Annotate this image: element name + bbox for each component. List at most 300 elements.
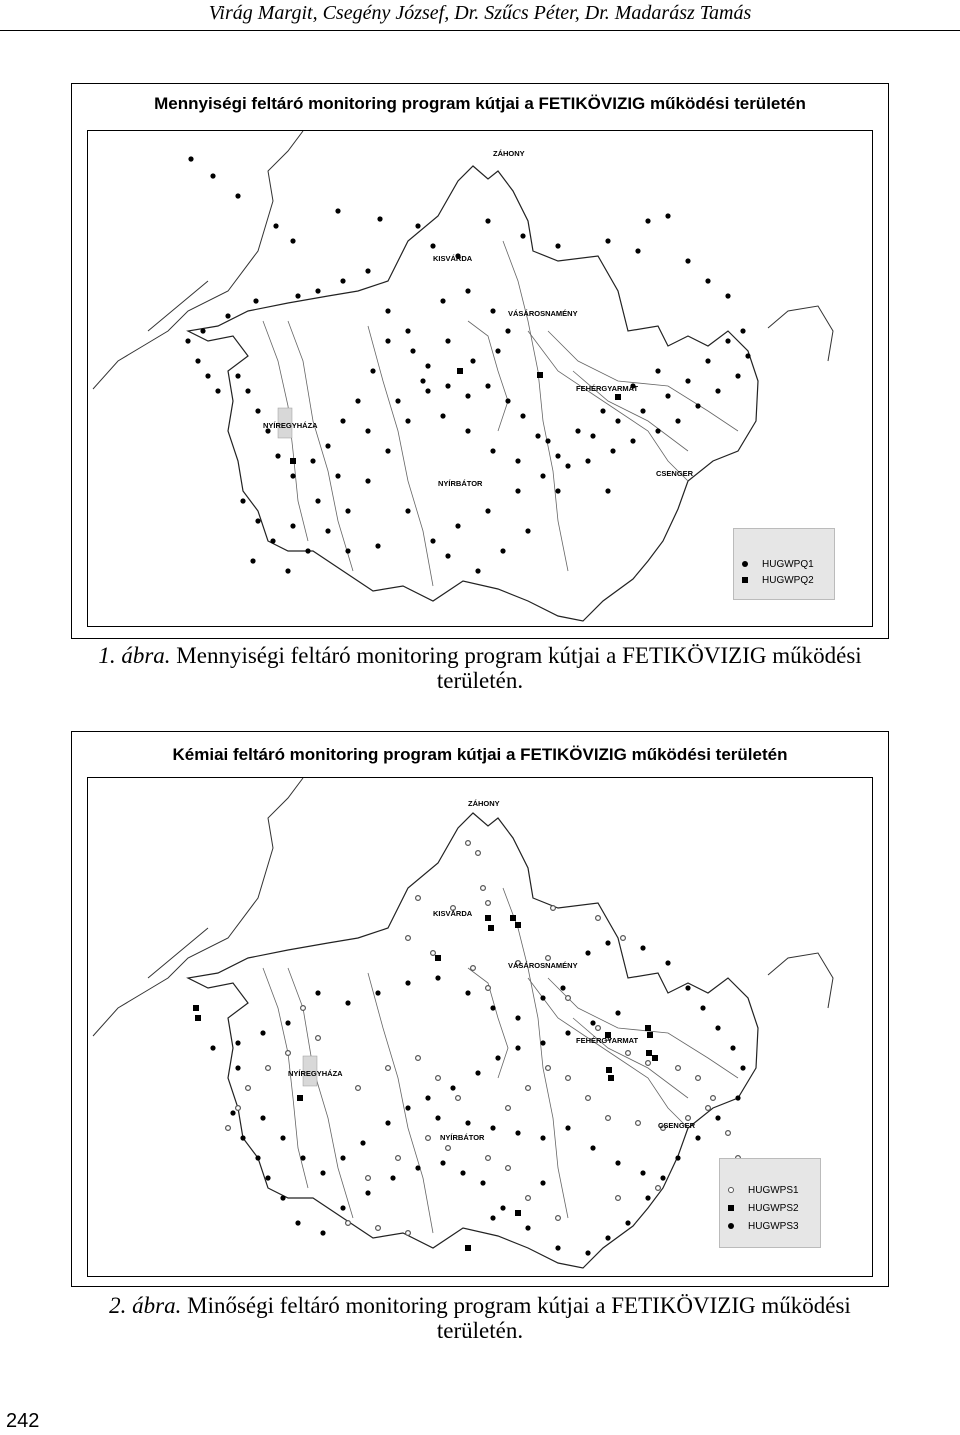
place-label: KISVÁRDA [433,909,473,918]
well-marker-dot [515,1045,520,1050]
well-marker-dot [385,338,390,343]
square-symbol-icon [742,577,748,583]
well-marker-ring [426,1136,431,1141]
well-marker-dot [640,408,645,413]
figure-2-caption-number: 2. ábra. [109,1293,182,1318]
well-marker-dot [230,1110,235,1115]
well-marker-dot [365,428,370,433]
well-marker-dot [235,193,240,198]
legend-label: HUGWPQ2 [762,574,814,586]
well-marker-dot [585,950,590,955]
well-marker-dot [260,1030,265,1035]
well-marker-square [465,1245,471,1251]
well-marker-dot [345,548,350,553]
well-marker-dot [575,428,580,433]
well-marker-ring [416,896,421,901]
well-marker-dot [540,1135,545,1140]
well-marker-dot [675,418,680,423]
well-marker-square [646,1050,652,1056]
well-marker-ring [526,1086,531,1091]
well-marker-ring [616,1196,621,1201]
well-marker-dot [375,543,380,548]
well-marker-ring [376,1226,381,1231]
place-label: CSENGER [656,469,694,478]
well-marker-dot [635,248,640,253]
header-rule [0,30,960,31]
well-marker-dot [735,1095,740,1100]
well-marker-ring [406,1231,411,1236]
place-label: ZÁHONY [468,799,500,808]
well-marker-dot [490,448,495,453]
well-marker-dot [540,473,545,478]
well-marker-dot [405,508,410,513]
well-marker-dot [200,328,205,333]
well-marker-dot [515,488,520,493]
well-marker-dot [205,373,210,378]
well-marker-dot [605,238,610,243]
figure-1-region-outline [188,166,758,621]
well-marker-dot [255,518,260,523]
well-marker-dot [270,538,275,543]
well-marker-dot [605,940,610,945]
well-marker-dot [265,1175,270,1180]
well-marker-dot [188,156,193,161]
well-marker-dot [745,353,750,358]
figure-1-caption-text: Mennyiségi feltáró monitoring program kútjai a FETIKÖVIZIG működési [170,643,862,668]
well-marker-dot [210,173,215,178]
well-marker-dot [215,388,220,393]
well-marker-dot [355,398,360,403]
figure-1 [71,83,889,639]
figure-1-caption [0,643,960,693]
well-marker-dot [435,975,440,980]
figure-2-title: Kémiai feltáró monitoring program kútjai a FETIKÖVIZIG működési területén [172,745,788,764]
well-marker-ring [606,1116,611,1121]
well-marker-square [645,1025,651,1031]
well-marker-dot [555,488,560,493]
well-marker-dot [290,473,295,478]
place-label: ZÁHONY [493,149,525,158]
well-marker-dot [500,548,505,553]
well-marker-ring [436,1076,441,1081]
well-marker-dot [705,358,710,363]
well-marker-dot [645,1195,650,1200]
well-marker-ring [406,936,411,941]
ring-symbol-icon [728,1187,734,1193]
well-marker-dot [253,298,258,303]
place-label: NYÍRBÁTOR [440,1133,485,1142]
legend-label: HUGWPS3 [748,1220,799,1232]
well-marker-ring [356,1086,361,1091]
well-marker-dot [405,980,410,985]
well-marker-square [615,394,621,400]
well-marker-dot [640,945,645,950]
well-marker-dot [490,1125,495,1130]
running-header-authors: Virág Margit, Csegény József, Dr. Szűcs Péter, Dr. Madarász Tamás [208,2,752,24]
well-marker-dot [625,1220,630,1225]
well-marker-dot [515,1015,520,1020]
well-marker-dot [525,1225,530,1230]
well-marker-square [537,372,543,378]
well-marker-dot [195,358,200,363]
well-marker-dot [440,413,445,418]
figure-2-map [87,777,873,1277]
well-marker-dot [295,1220,300,1225]
well-marker-square [488,925,494,931]
well-marker-dot [360,1140,365,1145]
well-marker-dot [675,1155,680,1160]
well-marker-ring [596,916,601,921]
dot-symbol-icon [742,561,748,567]
well-marker-dot [285,568,290,573]
well-marker-dot [485,383,490,388]
place-label: CSENGER [658,1121,696,1130]
well-marker-dot [290,238,295,243]
well-marker-dot [425,363,430,368]
well-marker-ring [456,1096,461,1101]
well-marker-dot [560,985,565,990]
well-marker-dot [505,398,510,403]
well-marker-dot [685,378,690,383]
well-marker-dot [655,428,660,433]
well-marker-dot [275,453,280,458]
well-marker-dot [285,1020,290,1025]
well-marker-dot [260,1115,265,1120]
well-marker-dot [250,558,255,563]
well-marker-dot [375,990,380,995]
well-marker-dot [295,293,300,298]
well-marker-dot [320,1230,325,1235]
well-marker-dot [740,1065,745,1070]
legend-item-hugwps3 [728,1219,799,1233]
well-marker-dot [345,1000,350,1005]
well-marker-square [435,955,441,961]
well-marker-dot [665,393,670,398]
well-marker-dot [465,428,470,433]
well-marker-dot [340,278,345,283]
well-marker-dot [225,313,230,318]
well-marker-dot [605,488,610,493]
place-label: FEHÉRGYARMAT [576,1036,639,1045]
well-marker-ring [546,956,551,961]
well-marker-dot [405,328,410,333]
well-marker-dot [280,1135,285,1140]
well-marker-dot [255,408,260,413]
well-marker-ring [676,1066,681,1071]
well-marker-dot [235,1040,240,1045]
well-marker-dot [240,1135,245,1140]
well-marker-dot [365,478,370,483]
well-marker-dot [305,548,310,553]
well-marker-ring [246,1086,251,1091]
well-marker-dot [475,1070,480,1075]
well-marker-square [297,1095,303,1101]
place-label: FEHÉRGYARMAT [576,384,639,393]
well-marker-dot [665,213,670,218]
well-marker-ring [466,841,471,846]
well-marker-dot [655,368,660,373]
well-marker-ring [226,1126,231,1131]
well-marker-dot [415,223,420,228]
legend-label: HUGWPQ1 [762,558,814,570]
well-marker-dot [700,1005,705,1010]
square-symbol-icon [728,1205,734,1211]
well-marker-dot [340,1155,345,1160]
well-marker-dot [365,1190,370,1195]
well-marker-ring [286,1051,291,1056]
well-marker-dot [525,528,530,533]
well-marker-ring [726,1131,731,1136]
well-marker-square [652,1055,658,1061]
well-marker-ring [236,1106,241,1111]
legend-item-hugwpq2 [742,573,814,587]
figure-1-country-border [768,306,833,361]
well-marker-ring [506,1106,511,1111]
well-marker-dot [370,368,375,373]
well-marker-ring [546,1066,551,1071]
well-marker-dot [377,216,382,221]
well-marker-dot [465,393,470,398]
well-marker-dot [725,338,730,343]
well-marker-dot [390,1175,395,1180]
well-marker-dot [240,498,245,503]
well-marker-ring [686,1116,691,1121]
well-marker-dot [255,1155,260,1160]
well-marker-dot [485,508,490,513]
well-marker-dot [465,1120,470,1125]
well-marker-dot [335,208,340,213]
well-marker-dot [565,463,570,468]
well-marker-dot [665,960,670,965]
well-marker-dot [520,233,525,238]
well-marker-ring [656,1186,661,1191]
well-marker-dot [315,288,320,293]
well-marker-ring [416,1056,421,1061]
well-marker-square [510,915,516,921]
place-label: VÁSÁROSNAMÉNY [508,309,578,318]
well-marker-dot [600,408,605,413]
well-marker-dot [500,1205,505,1210]
well-marker-ring [316,1036,321,1041]
well-marker-ring [566,996,571,1001]
well-marker-dot [300,1155,305,1160]
well-marker-ring [486,1156,491,1161]
well-marker-dot [565,1125,570,1130]
well-marker-ring [346,1221,351,1226]
well-marker-ring [481,886,486,891]
page-number: 242 [6,1410,40,1432]
well-marker-ring [696,1076,701,1081]
figure-2-legend [719,1158,821,1248]
well-marker-ring [486,901,491,906]
well-marker-ring [506,1166,511,1171]
well-marker-ring [266,1066,271,1071]
well-marker-dot [490,1215,495,1220]
well-marker-dot [475,568,480,573]
well-marker-ring [646,1061,651,1066]
well-marker-dot [315,498,320,503]
well-marker-ring [586,1096,591,1101]
well-marker-dot [615,1160,620,1165]
well-marker-dot [490,308,495,313]
well-marker-dot [345,508,350,513]
well-marker-dot [455,523,460,528]
well-marker-dot [385,308,390,313]
well-marker-dot [310,458,315,463]
well-marker-dot [715,388,720,393]
well-marker-ring [476,851,481,856]
well-marker-dot [485,218,490,223]
place-label: NYÍREGYHÁZA [288,1069,343,1078]
well-marker-ring [596,1026,601,1031]
legend-item-hugwps2 [728,1201,799,1215]
well-marker-dot [235,1065,240,1070]
well-marker-dot [315,990,320,995]
figure-1-caption-line2: területén. [436,668,524,693]
well-marker-ring [471,966,476,971]
well-marker-square [290,458,296,464]
well-marker-ring [396,1156,401,1161]
well-marker-dot [325,528,330,533]
well-marker-ring [566,1076,571,1081]
well-marker-dot [590,1020,595,1025]
well-marker-ring [446,1146,451,1151]
well-marker-dot [540,1180,545,1185]
well-marker-dot [705,278,710,283]
legend-label: HUGWPS1 [748,1184,799,1196]
well-marker-dot [435,1115,440,1120]
well-marker-dot [590,433,595,438]
well-marker-dot [660,1175,665,1180]
well-marker-dot [515,1130,520,1135]
figure-2-caption-text: Minőségi feltáró monitoring program kútjai a FETIKÖVIZIG működési [181,1293,851,1318]
well-marker-dot [405,1105,410,1110]
well-marker-dot [590,1145,595,1150]
well-marker-dot [740,328,745,333]
well-marker-dot [605,1235,610,1240]
well-marker-dot [445,553,450,558]
well-marker-ring [526,1196,531,1201]
well-marker-dot [615,1010,620,1015]
well-marker-dot [545,438,550,443]
figure-1-caption-number: 1. ábra. [98,643,171,668]
well-marker-ring [706,1106,711,1111]
well-marker-dot [505,328,510,333]
well-marker-dot [695,1135,700,1140]
well-marker-dot [415,1165,420,1170]
well-marker-dot [340,1205,345,1210]
well-marker-dot [480,1180,485,1185]
well-marker-dot [695,403,700,408]
well-marker-dot [210,1045,215,1050]
legend-label: HUGWPS2 [748,1202,799,1214]
well-marker-ring [366,1176,371,1181]
well-marker-dot [555,243,560,248]
well-marker-dot [585,1250,590,1255]
well-marker-dot [410,348,415,353]
well-marker-dot [555,453,560,458]
well-marker-dot [425,388,430,393]
figure-1-title: Mennyiségi feltáró monitoring program kútjai a FETIKÖVIZIG működési területén [154,94,806,113]
well-marker-dot [385,448,390,453]
well-marker-ring [386,1066,391,1071]
well-marker-dot [440,1160,445,1165]
well-marker-square [515,922,521,928]
well-marker-dot [273,223,278,228]
figure-2-region-outline [188,813,758,1268]
well-marker-dot [445,338,450,343]
well-marker-dot [290,523,295,528]
figure-2-country-border [768,953,833,1008]
well-marker-dot [465,288,470,293]
place-label: NYÍREGYHÁZA [263,421,318,430]
well-marker-dot [430,538,435,543]
place-label: VÁSÁROSNAMÉNY [508,961,578,970]
well-marker-dot [515,458,520,463]
well-marker-dot [555,1245,560,1250]
well-marker-dot [520,413,525,418]
well-marker-dot [395,398,400,403]
well-marker-dot [685,985,690,990]
well-marker-square [647,1032,653,1038]
well-marker-dot [445,383,450,388]
well-marker-dot [730,1045,735,1050]
well-marker-dot [535,433,540,438]
well-marker-dot [340,418,345,423]
figure-2-caption-line2: területén. [436,1318,524,1343]
well-marker-dot [335,473,340,478]
well-marker-dot [615,418,620,423]
place-label: NYÍRBÁTOR [438,479,483,488]
well-marker-dot [450,1085,455,1090]
well-marker-dot [495,1055,500,1060]
well-marker-square [515,1210,521,1216]
well-marker-dot [405,418,410,423]
well-marker-dot [715,1115,720,1120]
figure-1-map [87,130,873,627]
well-marker-dot [245,388,250,393]
well-marker-dot [735,373,740,378]
well-marker-dot [420,378,425,383]
well-marker-square [457,368,463,374]
well-marker-dot [320,1170,325,1175]
well-marker-dot [725,293,730,298]
well-marker-dot [280,1195,285,1200]
well-marker-dot [610,448,615,453]
figure-2-caption [0,1293,960,1343]
well-marker-ring [301,1006,306,1011]
well-marker-ring [551,906,556,911]
well-marker-dot [235,373,240,378]
well-marker-dot [715,1025,720,1030]
well-marker-ring [431,951,436,956]
well-marker-dot [385,1120,390,1125]
well-marker-ring [621,936,626,941]
well-marker-square [485,915,491,921]
well-marker-square [193,1005,199,1011]
well-marker-dot [425,1095,430,1100]
well-marker-dot [565,1030,570,1035]
well-marker-dot [540,995,545,1000]
well-marker-dot [540,1040,545,1045]
well-marker-dot [365,268,370,273]
legend-item-hugwpq1 [742,557,814,571]
well-marker-dot [185,338,190,343]
place-label: KISVÁRDA [433,254,473,263]
well-marker-ring [636,1121,641,1126]
well-marker-square [195,1015,201,1021]
well-marker-dot [585,458,590,463]
